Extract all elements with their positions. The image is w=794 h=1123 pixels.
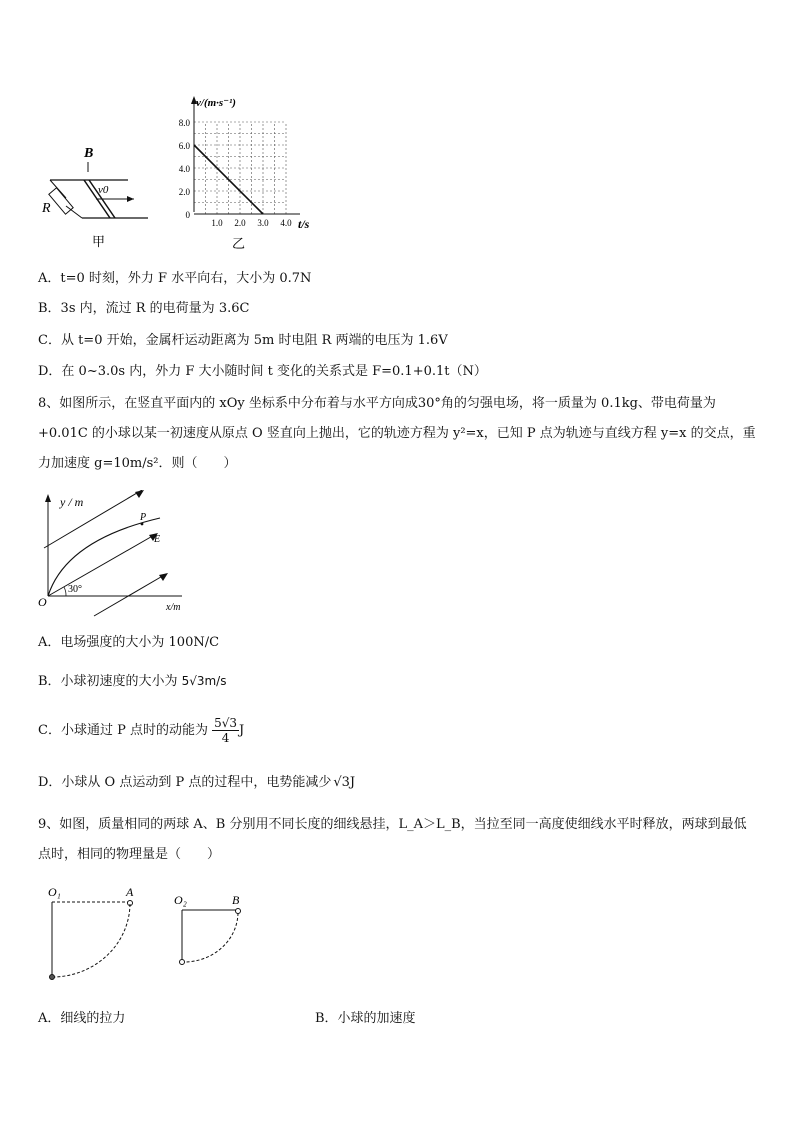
q9-figure-b xyxy=(172,890,252,970)
q8-option-d-value: √3J xyxy=(333,775,356,790)
q8-figure xyxy=(36,490,196,620)
q9-O1: O₁ xyxy=(48,885,61,899)
q8-option-d-text: D．小球从 O 点运动到 P 点的过程中，电势能减少 xyxy=(38,775,332,790)
vt-ylabel: v/(m·s⁻¹) xyxy=(196,97,236,109)
q8-option-b-value: 5√3m/s xyxy=(181,674,227,688)
q8-option-c-num: 5√3 xyxy=(214,716,238,730)
vt-xlabel: t/s xyxy=(298,217,310,231)
q8-ylabel: y / m xyxy=(60,495,84,509)
q9-B: B xyxy=(232,893,240,907)
caption-jia: 甲 xyxy=(92,235,106,250)
q9-option-b: B．小球的加速度 xyxy=(315,1011,416,1026)
label-R: R xyxy=(42,201,51,216)
q8-option-c-fraction xyxy=(212,716,239,745)
q9-A: A xyxy=(126,885,134,899)
vt-xtick-label: 1.0 xyxy=(211,218,223,228)
q7-option-c: C．从 t=0 开始，金属杆运动距离为 5m 时电阻 R 两端的电压为 1.6V xyxy=(38,333,448,348)
q8-stem: 8、如图所示，在竖直平面内的 xOy 坐标系中分布着与水平方向成30°角的匀强电场，将一质量为 0.1kg、带电荷量为+0.01C 的小球以某一初速度从原点 O 竖直向上抛出，它的轨迹方程为 y²=x，已知 P 点为轨迹与直线方程 y=x 的交点，重力加速度 g=10m/s²．则（ ） xyxy=(38,396,756,471)
q8-option-c xyxy=(38,716,244,746)
q8-option-a: A．电场强度的大小为 100N/C xyxy=(38,635,220,650)
q8-option-b-text: B．小球初速度的大小为 xyxy=(38,674,178,689)
q7-option-d: D．在 0~3.0s 内，外力 F 大小随时间 t 变化的关系式是 F=0.1+0.1t（N） xyxy=(38,364,487,379)
vt-xtick-label: 3.0 xyxy=(257,218,269,228)
q8-P: P xyxy=(140,512,147,523)
q8-option-d xyxy=(38,774,355,792)
q8-xlabel: x/m xyxy=(166,602,181,613)
vt-data-line xyxy=(194,145,263,214)
label-B: B xyxy=(84,146,94,161)
q8-angle: 30° xyxy=(68,584,82,595)
vt-grid xyxy=(194,122,286,214)
caption-yi: 乙 xyxy=(232,237,246,252)
q8-option-c-den: 4 xyxy=(221,731,230,745)
q8-E: E xyxy=(154,534,161,545)
vt-ytick-label: 8.0 xyxy=(178,118,190,128)
vt-ytick-label: 2.0 xyxy=(178,187,190,197)
q9-O2: O₂ xyxy=(174,893,187,907)
q7-option-a: A．t=0 时刻，外力 F 水平向右，大小为 0.7N xyxy=(38,271,312,286)
q9-figure-a xyxy=(40,882,150,982)
q7-option-b: B．3s 内，流过 R 的电荷量为 3.6C xyxy=(38,301,250,316)
figure-jia xyxy=(36,140,166,255)
q9-stem: 9、如图，质量相同的两球 A、B 分别用不同长度的细线悬挂，L_A＞L_B，当拉至同一高度使细线水平时释放，两球到最低点时，相同的物理量是（ ） xyxy=(38,817,747,862)
q8-origin: O xyxy=(38,595,47,609)
q8-option-c-text: C．小球通过 P 点时的动能为 xyxy=(38,723,208,738)
q8-option-c-unit: J xyxy=(239,723,245,738)
vt-ytick-label: 0 xyxy=(185,210,190,220)
vt-ytick-label: 4.0 xyxy=(178,164,190,174)
q9-option-a: A．细线的拉力 xyxy=(38,1011,126,1026)
vt-xtick-label: 2.0 xyxy=(234,218,246,228)
vt-graph xyxy=(160,92,330,252)
vt-ytick-label: 6.0 xyxy=(178,141,190,151)
vt-xtick-label: 4.0 xyxy=(280,218,292,228)
label-v0: v0 xyxy=(98,184,109,196)
q8-option-b xyxy=(38,672,226,691)
